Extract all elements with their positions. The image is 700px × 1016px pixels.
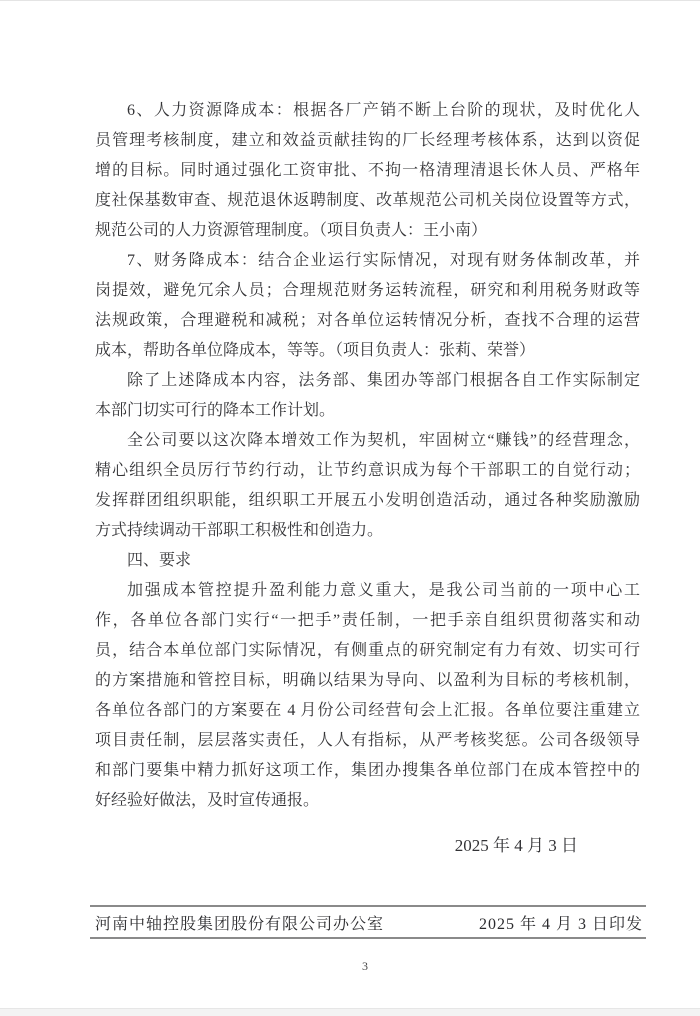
text-line: 作，各单位各部门实行“一把手”责任制，一把手亲自组织贯彻落实和动: [95, 612, 640, 629]
paragraph: [95, 246, 640, 366]
text-line: 规范公司的人力资源管理制度。（项目负责人：王小南）: [95, 222, 488, 239]
text-line: 岗提效，避免冗余人员；合理规范财务运转流程，研究和利用税务财政等: [95, 282, 640, 299]
text-line: 精心组织全员厉行节约行动，让节约意识成为每个干部职工的自觉行动；: [95, 462, 640, 479]
text-line: 度社保基数审查、规范退休返聘制度、改革规范公司机关岗位设置等方式，: [95, 192, 640, 209]
text-line: 法规政策，合理避税和减税；对各单位运转情况分析，查找不合理的运营: [95, 312, 640, 329]
text-line: 员，结合本单位部门实际情况，有侧重点的研究制定有力有效、切实可行: [95, 642, 640, 659]
body-paragraphs: [95, 96, 640, 816]
signature-date: 2025 年 4 月 3 日: [454, 836, 578, 855]
text-line: 除了上述降成本内容，法务部、集团办等部门根据各自工作实际制定: [127, 372, 640, 389]
text-line: 员管理考核制度，建立和效益贡献挂钩的厂长经理考核体系，达到以资促: [95, 132, 640, 149]
document-body: [95, 96, 640, 861]
paragraph: [95, 576, 640, 816]
print-date: 2025 年 4 月 3 日印发: [478, 915, 643, 933]
issuance-footer: [90, 905, 646, 939]
text-line: 发挥群团组织职能，组织职工开展五小发明创造活动，通过各种奖励激励: [95, 492, 640, 509]
page-number: 3: [362, 959, 368, 973]
paragraph: [95, 96, 640, 246]
text-line: 全公司要以这次降本增效工作为契机，牢固树立“赚钱”的经营理念，: [127, 432, 640, 449]
text-line: 四、要求: [127, 552, 192, 569]
paragraph: [95, 426, 640, 546]
text-line: 好经验好做法，及时宣传通报。: [95, 792, 320, 809]
text-line: 6、人力资源降成本：根据各厂产销不断上台阶的现状，及时优化人: [127, 102, 640, 119]
issuing-office: 河南中轴控股集团股份有限公司办公室: [95, 915, 385, 933]
text-line: 7、财务降成本：结合企业运行实际情况，对现有财务体制改革，并: [127, 252, 640, 269]
text-line: 项目责任制，层层落实责任，人人有指标，从严考核奖惩。公司各级领导: [95, 732, 640, 749]
text-line: 加强成本管控提升盈利能力意义重大，是我公司当前的一项中心工: [127, 582, 640, 599]
text-line: 本部门切实可行的降本工作计划。: [95, 402, 336, 419]
paragraph: [95, 366, 640, 426]
text-line: 各单位各部门的方案要在 4 月份公司经营旬会上汇报。各单位要注重建立: [95, 702, 640, 719]
text-line: 的方案措施和管控目标，明确以结果为导向、以盈利为目标的考核机制，: [95, 672, 640, 689]
text-line: 增的目标。同时通过强化工资审批、不拘一格清理清退长休人员、严格年: [95, 162, 640, 179]
text-line: 成本，帮助各单位降成本，等等。（项目负责人：张莉、荣誉）: [95, 342, 536, 359]
text-line: 方式持续调动干部职工积极性和创造力。: [95, 522, 384, 539]
text-line: 和部门要集中精力抓好这项工作，集团办搜集各单位部门在成本管控中的: [95, 762, 640, 779]
paragraph: [95, 546, 640, 576]
